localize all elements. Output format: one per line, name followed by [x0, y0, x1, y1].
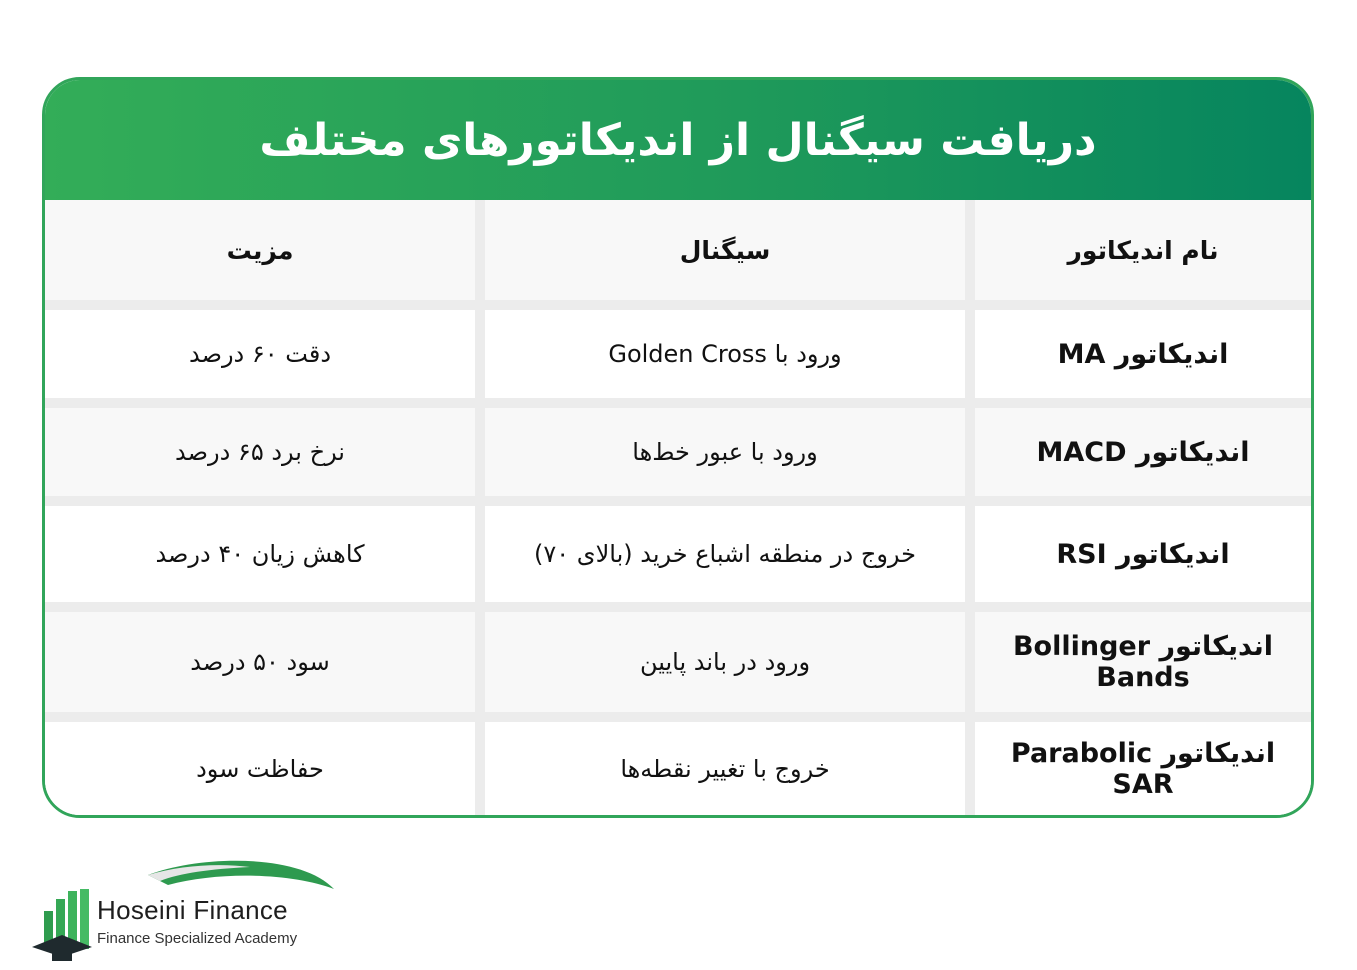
header-indicator-name: نام اندیکاتور	[975, 200, 1311, 300]
page-title: دریافت سیگنال از اندیکاتورهای مختلف	[259, 114, 1097, 166]
cell-signal: ورود با عبور خط‌ها	[485, 408, 965, 496]
cell-indicator-name: اندیکاتور Parabolic SAR	[975, 722, 1311, 815]
cell-advantage: حفاظت سود	[45, 722, 475, 815]
brand-name: Hoseini Finance	[97, 895, 288, 925]
cell-indicator-name: اندیکاتور RSI	[975, 506, 1311, 602]
cell-signal: ورود در باند پایین	[485, 612, 965, 712]
cell-indicator-name: اندیکاتور Bollinger Bands	[975, 612, 1311, 712]
title-banner	[45, 80, 1311, 200]
cell-signal: خروج با تغییر نقطه‌ها	[485, 722, 965, 815]
header-signal: سیگنال	[485, 200, 965, 300]
cell-advantage: نرخ برد ۶۵ درصد	[45, 408, 475, 496]
cell-advantage: سود ۵۰ درصد	[45, 612, 475, 712]
cell-indicator-name: اندیکاتور MACD	[975, 408, 1311, 496]
cell-advantage: دقت ۶۰ درصد	[45, 310, 475, 398]
cell-signal: ورود با Golden Cross	[485, 310, 965, 398]
header-advantage: مزیت	[45, 200, 475, 300]
indicator-table	[45, 200, 1311, 815]
cell-signal: خروج در منطقه اشباع خرید (بالای ۷۰)	[485, 506, 965, 602]
cell-indicator-name: اندیکاتور MA	[975, 310, 1311, 398]
indicator-table-card	[42, 77, 1314, 818]
cell-advantage: کاهش زیان ۴۰ درصد	[45, 506, 475, 602]
brand-tagline: Finance Specialized Academy	[97, 930, 298, 947]
